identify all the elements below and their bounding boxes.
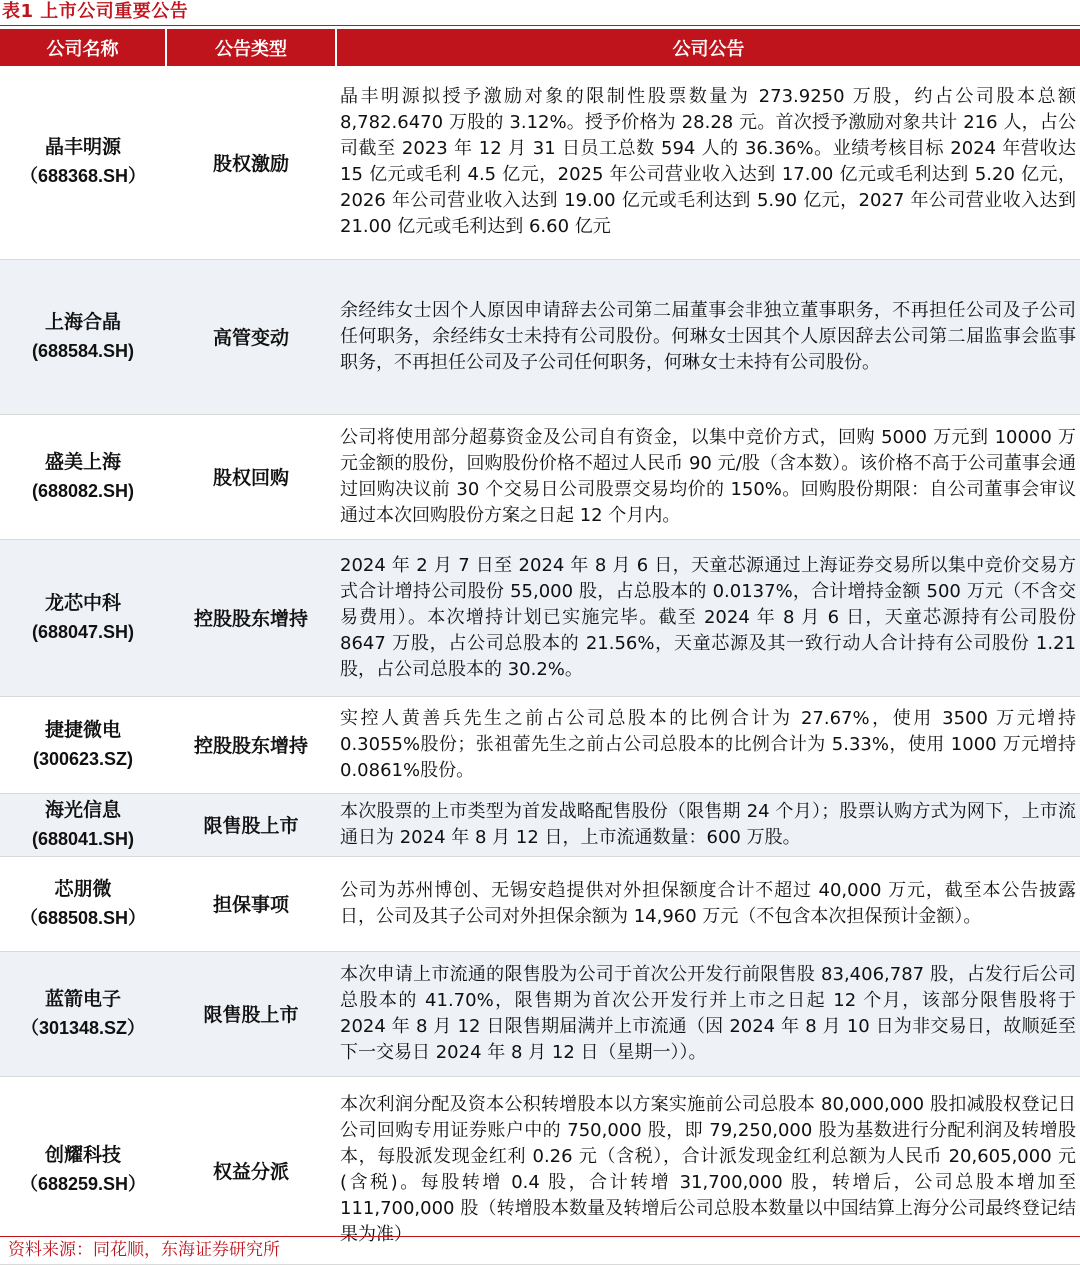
footer-divider	[0, 1236, 1080, 1237]
stock-code: (688047.SH)	[31, 621, 135, 642]
stock-code: (688041.SH)	[31, 828, 135, 849]
announcement-content: 本次利润分配及资本公积转增股本以方案实施前公司总股本 80,000,000 股扣减股权登记日公司回购专用证券账户中的 750,000 股，即 79,250,000 股为基数进行分配利润及转增股本，每股派发现金红利 0.26 元（含税），合计派发现金红利总额为人民币 20,605,000 元(含税)。每股转增 0.4 股，合计转增 31,700,000 股，转增后，公司总股本增加至 111,700,000 股（转增股本数量及转增后公司总股本数量以中国结算上海分公司最终登记结果为准）	[336, 1076, 1080, 1264]
announcement-content: 2024 年 2 月 7 日至 2024 年 8 月 6 日，天童芯源通过上海证券交易所以集中竞价交易方式合计增持公司股份 55,000 股，占总股本的 0.0137%，合计增持金额 500 万元（不含交易费用）。本次增持计划已实施完毕。截至 2024 年 8 月 6 日，天童芯源持有公司股份 8647 万股，占公司总股本的 21.56%，天童芯源及其一致行动人合计持有公司股份 1.21 股，占公司总股本的 30.2%。	[336, 539, 1080, 696]
company-cell	[0, 856, 166, 951]
table-title: 表1 上市公司重要公告	[2, 1, 189, 22]
table-row	[0, 539, 1080, 696]
announcement-content: 本次股票的上市类型为首发战略配售股份（限售期 24 个月）；股票认购方式为网下，上市流通日为 2024 年 8 月 12 日，上市流通数量：600 万股。	[336, 793, 1080, 856]
announcement-content: 实控人黄善兵先生之前占公司总股本的比例合计为 27.67%，使用 3500 万元增持 0.3055%股份；张祖蕾先生之前占公司总股本的比例合计为 5.33%，使用 1000 万元增持 0.0861%股份。	[336, 696, 1080, 793]
table-row	[0, 696, 1080, 793]
company-cell	[0, 259, 166, 414]
announcements-table	[0, 29, 1080, 1265]
announcement-type: 高管变动	[166, 259, 336, 414]
title-divider	[0, 25, 1080, 26]
table-row	[0, 259, 1080, 414]
company-name: 上海合晶	[44, 310, 121, 333]
stock-code: （301348.SZ）	[20, 1017, 146, 1038]
company-name: 盛美上海	[44, 450, 121, 473]
company-name: 芯朋微	[54, 877, 112, 900]
announcement-type: 担保事项	[166, 856, 336, 951]
company-cell	[0, 539, 166, 696]
announcement-content: 本次申请上市流通的限售股为公司于首次公开发行前限售股 83,406,787 股，占发行后公司总股本的 41.70%，限售期为首次公开发行并上市之日起 12 个月，该部分限售股将于 2024 年 8 月 12 日限售期届满并上市流通（因 2024 年 8 月 10 日为非交易日，故顺延至下一交易日 2024 年 8 月 12 日（星期一））。	[336, 951, 1080, 1076]
table-row	[0, 414, 1080, 539]
announcement-type: 股权激励	[166, 66, 336, 259]
company-name: 晶丰明源	[44, 136, 121, 159]
company-name: 龙芯中科	[44, 591, 121, 614]
company-cell	[0, 793, 166, 856]
table-row	[0, 856, 1080, 951]
header-type: 公告类型	[166, 29, 336, 66]
stock-code: (688082.SH)	[31, 480, 135, 501]
company-cell	[0, 696, 166, 793]
announcement-content: 公司为苏州博创、无锡安趋提供对外担保额度合计不超过 40,000 万元，截至本公告披露日，公司及其子公司对外担保余额为 14,960 万元（不包含本次担保预计金额）。	[336, 856, 1080, 951]
announcement-type: 限售股上市	[166, 793, 336, 856]
company-name: 蓝箭电子	[44, 987, 121, 1010]
table-row	[0, 66, 1080, 259]
table-header-row	[0, 29, 1080, 66]
company-name: 海光信息	[44, 798, 121, 821]
stock-code: （688259.SH）	[19, 1174, 147, 1194]
announcement-type: 权益分派	[166, 1076, 336, 1264]
announcement-content: 晶丰明源拟授予激励对象的限制性股票数量为 273.9250 万股，约占公司股本总额 8,782.6470 万股的 3.12%。授予价格为 28.28 元。首次授予激励对象共计 216 人，占公司截至 2023 年 12 月 31 日员工总数 594 人的 36.36%。业绩考核目标 2024 年营收达 15 亿元或毛利 4.5 亿元，2025 年公司营业收入达到 17.00 亿元或毛利达到 5.20 亿元，2026 年公司营业收入达到 19.00 亿元或毛利达到 5.90 亿元，2027 年公司营业收入达到 21.00 亿元或毛利达到 6.60 亿元	[336, 66, 1080, 259]
announcement-type: 股权回购	[166, 414, 336, 539]
table-row	[0, 951, 1080, 1076]
announcement-type: 控股股东增持	[166, 696, 336, 793]
company-name: 捷捷微电	[44, 718, 121, 741]
announcement-type: 限售股上市	[166, 951, 336, 1076]
company-cell	[0, 414, 166, 539]
stock-code: （688508.SH）	[19, 907, 147, 928]
source-note: 资料来源：同花顺，东海证券研究所	[8, 1240, 280, 1260]
company-cell	[0, 66, 166, 259]
announcement-content: 余经纬女士因个人原因申请辞去公司第二届董事会非独立董事职务，不再担任公司及子公司任何职务，余经纬女士未持有公司股份。何琳女士因其个人原因辞去公司第二届监事会监事职务，不再担任公司及子公司任何职务，何琳女士未持有公司股份。	[336, 259, 1080, 414]
announcement-type: 控股股东增持	[166, 539, 336, 696]
company-name: 创耀科技	[44, 1144, 121, 1166]
stock-code: (688584.SH)	[31, 340, 135, 361]
stock-code: （688368.SH）	[19, 166, 147, 187]
header-company: 公司名称	[0, 29, 166, 66]
stock-code: (300623.SZ)	[32, 748, 134, 769]
announcement-content: 公司将使用部分超募资金及公司自有资金，以集中竞价方式，回购 5000 万元到 10000 万元金额的股份，回购股份价格不超过人民币 90 元/股（含本数）。该价格不高于公司董事会通过回购决议前 30 个交易日公司股票交易均价的 150%。回购股份期限：自公司董事会审议通过本次回购股份方案之日起 12 个月内。	[336, 414, 1080, 539]
table-row	[0, 793, 1080, 856]
company-cell	[0, 951, 166, 1076]
header-content: 公司公告	[336, 29, 1080, 66]
